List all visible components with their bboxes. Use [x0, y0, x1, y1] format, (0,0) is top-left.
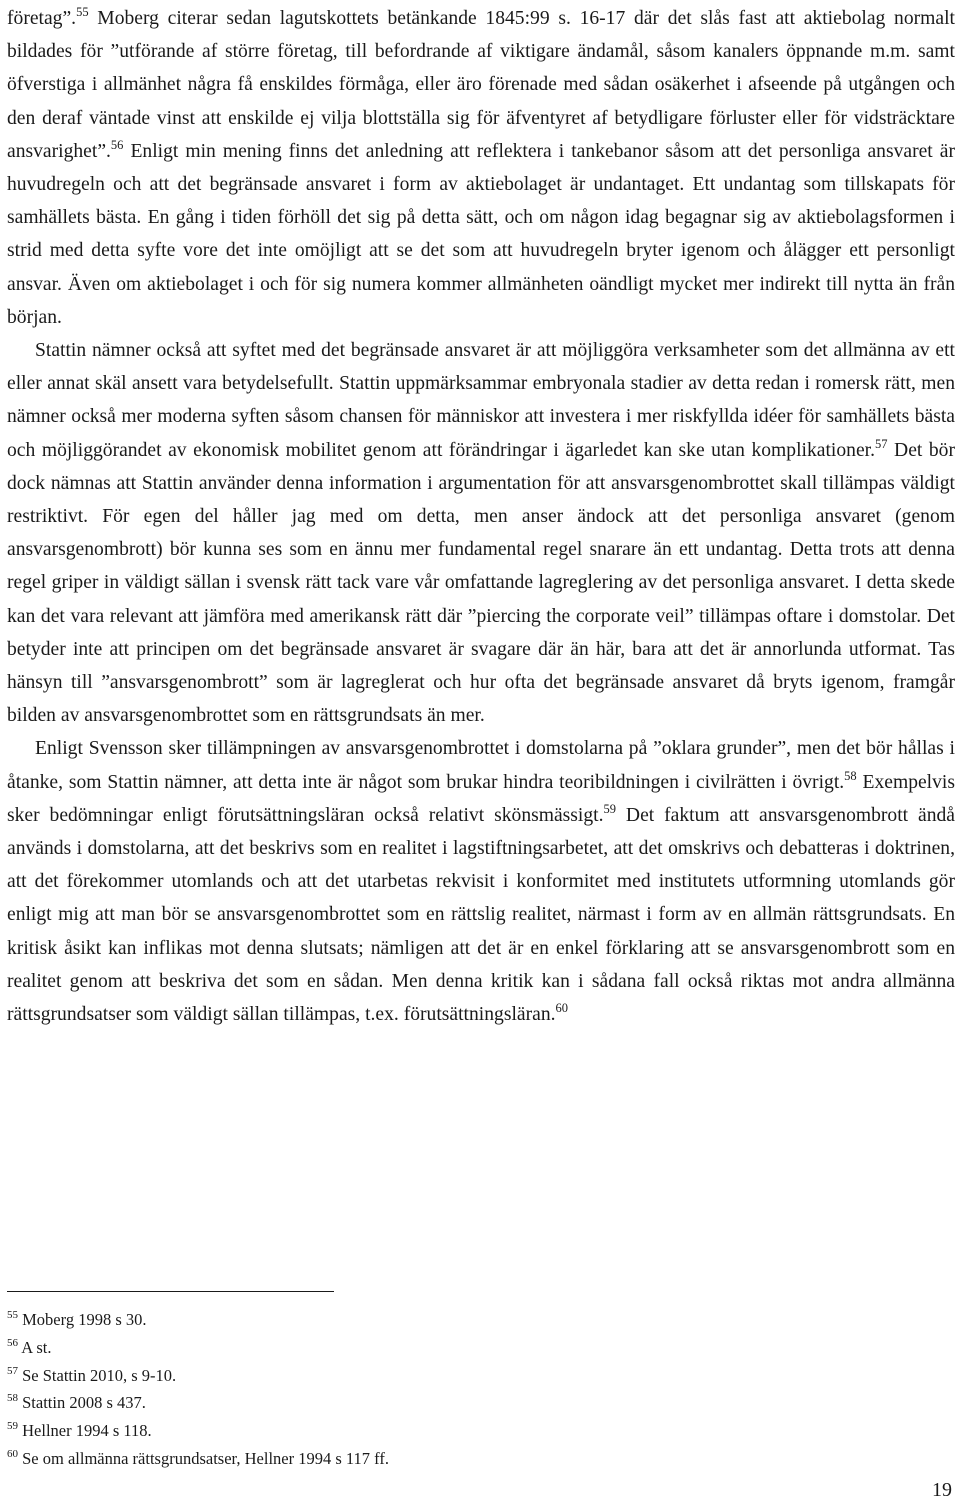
page-number: 19	[932, 1479, 952, 1501]
footnotes	[7, 1306, 947, 1473]
footnote-text: Moberg 1998 s 30.	[18, 1310, 147, 1329]
footnote	[7, 1334, 947, 1362]
footnote	[7, 1306, 947, 1334]
footnote-number: 56	[7, 1336, 18, 1349]
paragraph	[7, 2, 955, 334]
footnote-number: 60	[7, 1447, 18, 1460]
paragraph-text: Enligt min mening finns det anledning att reflektera i tankebanor såsom att det personliga ansvaret är huvudregeln och att det begränsade ansvaret i form av aktiebolaget är undantaget. Ett undantag som tillskapats för samhällets bästa. En gång i tiden förhöll det sig på detta sätt, och om någon idag begagnar sig av aktiebolagsformen i strid med detta syfte vore det inte omöjligt att se det som att huvudregeln bryter igenom och ålägger ett personligt ansvar. Även om aktiebolaget i och för sig numera kommer allmänheten oändligt mycket mer indirekt till nytta än från början.	[7, 140, 955, 328]
footnote-text: Se Stattin 2010, s 9-10.	[18, 1365, 177, 1385]
footnote-reference: 58	[844, 768, 857, 783]
paragraph-text: Exempelvis sker bedömningar enligt förutsättningsläran också relativt skönsmässigt.	[7, 771, 955, 826]
footnote	[7, 1362, 947, 1390]
footnote-reference: 57	[875, 436, 888, 451]
paragraph	[7, 334, 955, 732]
footnote-number: 55	[7, 1309, 18, 1321]
paragraph-text: Enligt Svensson sker tillämpningen av ansvarsgenombrottet i domstolarna på ”oklara grunder”, men det bör hållas i åtanke, som Stattin nämner, att detta inte är något som brukar hindra teoribildningen i civilrätten i övrigt.	[7, 738, 955, 793]
footnote-number: 59	[7, 1420, 18, 1433]
body-text	[7, 2, 955, 1031]
footnote-separator	[7, 1291, 334, 1292]
paragraph-text: Stattin nämner också att syftet med det begränsade ansvaret är att möjliggöra verksamheter som det allmänna av ett eller annat skäl ansett vara betydelsefullt. Stattin uppmärksammar embryonala stadier av detta redan i romersk rätt, men nämner också mer moderna syften såsom chansen för människor att investera i mer riskfyllda idéer för samhällets bästa och möjliggörandet av ekonomisk mobilitet genom att förändringar i ägarledet kan ske utan komplikationer.	[7, 340, 955, 461]
paragraph-text: Det bör dock nämnas att Stattin använder denna information i argumentation för att ansvarsgenombrottet skall tillämpas väldigt restriktivt. För egen del håller jag med om detta, men anser ändock att det personliga ansvaret (genom ansvarsgenombrott) bör kunna ses som en ännu mer fundamental regel snarare än ett undantag. Detta trots att denna regel griper in väldigt sällan i svensk rätt tack vare vår omfattande lagreglering av det personliga ansvaret. I detta skede kan det vara relevant att jämföra med amerikansk rätt där ”piercing the corporate veil” tillämpas oftare i domstolar. Det betyder inte att principen om det begränsade ansvaret är svagare där än här, bara att det är annorlunda utformat. Tas hänsyn till ”ansvarsgenombrott” som är lagreglerat och hur ofta det begränsade ansvaret då bryts igenom, framgår bilden av ansvarsgenombrottet som en rättsgrundsats än mer.	[7, 439, 955, 727]
footnote-reference: 59	[603, 801, 617, 816]
paragraph-text: Moberg citerar sedan lagutskottets betänkande 1845:99 s. 16-17 där det slås fast att aktiebolag normalt bildades för ”utförande af större företag, till befordrande af viktigare ändamål, såsom kanalers öppnande m.m. samt öfverstiga i allmänhet några få enskildes förmåga, eller äro förenade med sådan osäkerhet i afseende på utgången och den deraf väntade vinst att enskilde ej vilja blottställa sig för äfventyret af betydligare förluster eller för vidsträcktare ansvarighet”.	[7, 8, 955, 162]
paragraph-text: företag”.	[7, 8, 77, 29]
footnote-reference: 56	[110, 137, 124, 152]
footnote	[7, 1417, 947, 1445]
footnote-reference: 60	[555, 1001, 569, 1016]
footnote-reference: 55	[76, 5, 89, 19]
paragraph-text: Det faktum att ansvarsgenombrott ändå används i domstolarna, att det beskrivs som en realitet i lagstiftningsarbetet, att det omskrivs och debatteras i doktrinen, att det förekommer utomlands och att det utarbetas rekvisit i konformitet med institutets utformning utomlands gör enligt mig att man bör se ansvarsgenombrottet som en rättslig realitet, närmast i form av en allmän rättsgrundsats. En kritisk åsikt kan inflikas mot denna slutsats; nämligen att det är en enkel förklaring att se ansvarsgenombrott som en realitet genom att beskriva det som en sådan. Men denna kritik kan i sådana fall också riktas mot andra allmänna rättsgrundsatser som väldigt sällan tillämpas, t.ex. förutsättningsläran.	[7, 804, 956, 1026]
paragraph	[7, 732, 955, 1031]
footnote-text: Hellner 1994 s 118.	[18, 1421, 152, 1441]
footnote-number: 58	[7, 1392, 18, 1405]
footnote-text: Stattin 2008 s 437.	[18, 1393, 146, 1413]
footnote-text: A st.	[18, 1337, 52, 1357]
footnote-text: Se om allmänna rättsgrundsatser, Hellner 1994 s 117 ff.	[18, 1448, 389, 1468]
footnote	[7, 1445, 947, 1473]
footnote	[7, 1389, 947, 1417]
footnote-number: 57	[7, 1364, 18, 1377]
